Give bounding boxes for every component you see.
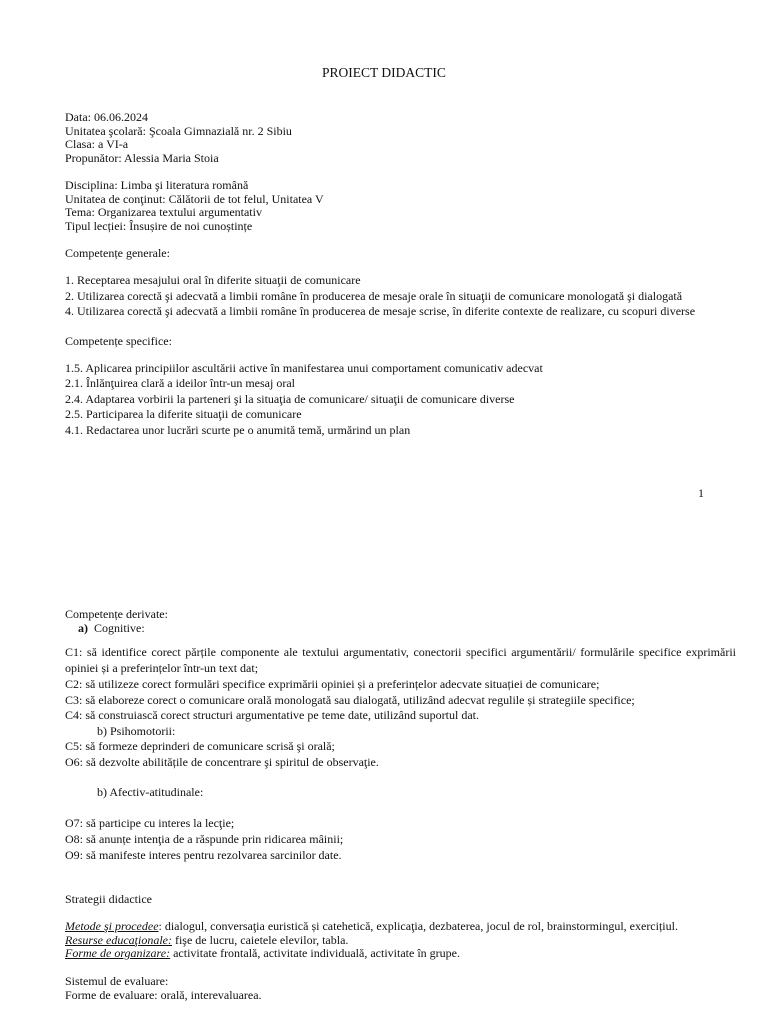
specific-competence-item: 1.5. Aplicarea principiilor ascultării active în manifestarea unui comportament comunicativ adecvat — [65, 361, 543, 375]
psychomotor-subheading: b) Psihomotorii: — [97, 724, 176, 738]
organization-forms-label: Forme de organizare: — [65, 946, 171, 960]
objective-c4: C4: să construiască corect structuri argumentative pe teme date, utilizând suportul dat. — [65, 708, 479, 722]
evaluation-heading: Sistemul de evaluare: — [65, 974, 169, 988]
resources-label: Resurse educaţionale: — [65, 933, 172, 947]
objective-c3: C3: să elaboreze corect o comunicare orală monologată sau dialogată, utilizând adecvat regulile și strategiile specifice; — [65, 693, 635, 707]
specific-competence-item: 2.1. Înlănţuirea clară a ideilor într-un mesaj oral — [65, 376, 295, 390]
objective-o6: O6: să dezvolte abilitățile de concentrare şi spiritul de observaţie. — [65, 755, 379, 769]
specific-competences-heading: Competențe specifice: — [65, 334, 172, 348]
document-title: PROIECT DIDACTIC — [322, 65, 446, 80]
evaluation-forms-line: Forme de evaluare: orală, interevaluarea. — [65, 988, 262, 1002]
objective-o9: O9: să manifeste interes pentru rezolvarea sarcinilor date. — [65, 848, 342, 862]
general-competence-item: 1. Receptarea mesajului oral în diferite situaţii de comunicare — [65, 273, 361, 287]
general-competence-item: 2. Utilizarea corectă şi adecvată a limbii române în producerea de mesaje orale în situaţii de comunicare monologată şi dialogată — [65, 289, 683, 303]
theme-line: Tema: Organizarea textului argumentativ — [65, 205, 262, 219]
specific-competence-item: 2.4. Adaptarea vorbirii la parteneri şi la situaţia de comunicare/ situaţii de comunicare diverse — [65, 392, 515, 406]
class-line: Clasa: a VI-a — [65, 137, 129, 151]
proposer-line: Propunător: Alessia Maria Stoia — [65, 151, 219, 165]
unit-line: Unitatea de conţinut: Călătorii de tot felul, Unitatea V — [65, 192, 324, 206]
methods-line — [65, 919, 678, 933]
lesson-type-line: Tipul lecției: Însușire de noi cunoștințe — [65, 219, 253, 233]
objective-c2: C2: să utilizeze corect formulări specifice exprimării opiniei și a preferințelor adecvate situației de comunicare; — [65, 677, 600, 691]
strategies-heading: Strategii didactice — [65, 892, 152, 906]
specific-competence-item: 4.1. Redactarea unor lucrări scurte pe o anumită temă, urmărind un plan — [65, 423, 411, 437]
resources-text: fişe de lucru, caietele elevilor, tabla. — [171, 933, 349, 947]
specific-competence-item: 2.5. Participarea la diferite situaţii de comunicare — [65, 407, 302, 421]
cognitive-subheading — [78, 621, 145, 635]
cognitive-label: Cognitive: — [94, 621, 145, 635]
methods-label: Metode şi procedee — [65, 919, 159, 933]
objective-c1: C1: să identifice corect părțile componente ale textului argumentativ, conectorii specifici argumentării/ formulările specifice exprimării opiniei și a preferințelor într-un text dat; — [65, 645, 736, 675]
resources-line — [65, 933, 348, 947]
objective-c5: C5: să formeze deprinderi de comunicare scrisă şi orală; — [65, 739, 335, 753]
general-competence-item: 4. Utilizarea corectă şi adecvată a limbii române în producerea de mesaje scrise, în diferite contexte de realizare, cu scopuri diverse — [65, 304, 696, 318]
discipline-line: Disciplina: Limba şi literatura română — [65, 178, 249, 192]
derived-competences-heading: Competențe derivate: — [65, 607, 168, 621]
methods-text: : dialogul, conversaţia euristică și catehetică, explicaţia, dezbaterea, jocul de rol, brainstormingul, exercițiul. — [158, 919, 678, 933]
organization-forms-text: activitate frontală, activitate individuală, activitate în grupe. — [170, 946, 460, 960]
affective-subheading: b) Afectiv-atitudinale: — [97, 785, 204, 799]
school-line: Unitatea şcolară: Şcoala Gimnazială nr. 2 Sibiu — [65, 124, 292, 138]
page-number: 1 — [698, 486, 704, 500]
cognitive-marker: a) — [78, 621, 88, 635]
date-line: Data: 06.06.2024 — [65, 110, 148, 124]
objective-o7: O7: să participe cu interes la lecţie; — [65, 816, 235, 830]
general-competences-heading: Competențe generale: — [65, 246, 170, 260]
organization-forms-line — [65, 946, 460, 960]
objective-o8: O8: să anunțe intenţia de a răspunde prin ridicarea mâinii; — [65, 832, 344, 846]
